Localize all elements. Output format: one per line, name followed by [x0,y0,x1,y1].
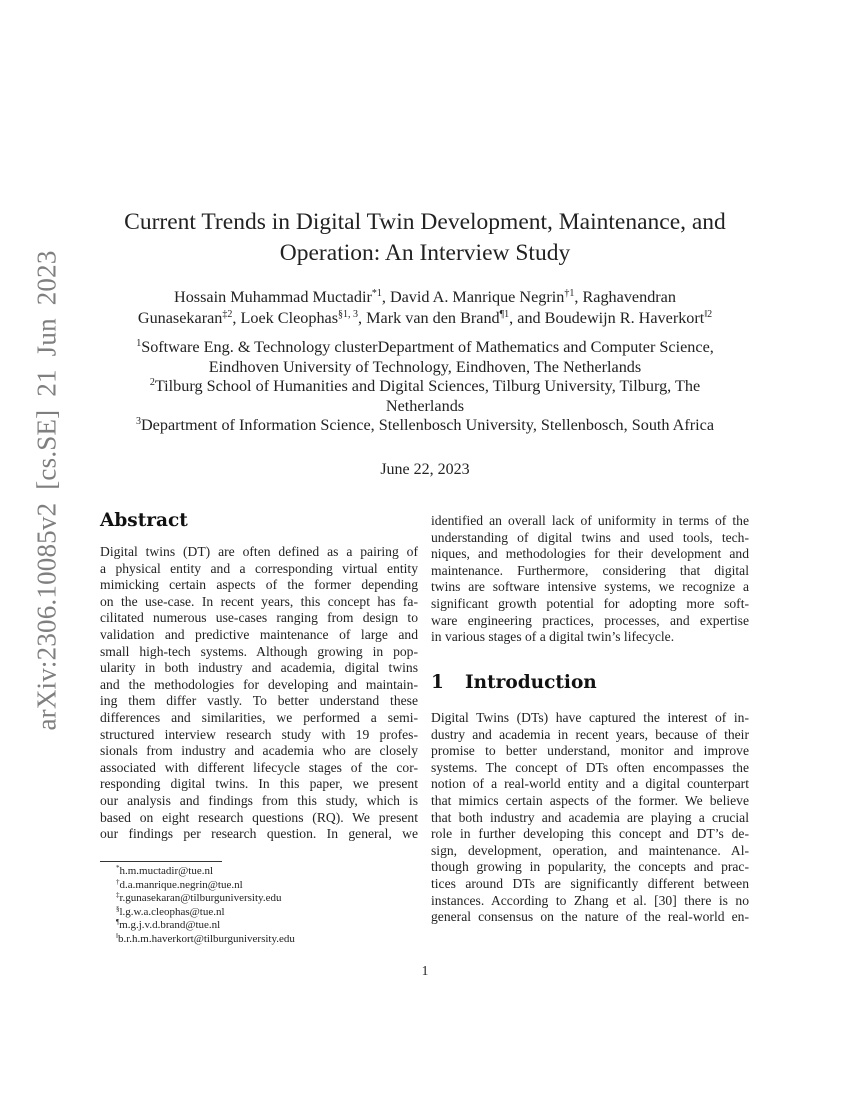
text-line: differences and similarities, we performed a semi- [100,709,418,725]
author-list [100,287,750,328]
text-line: Digital Twins (DTs) have captured the interest of in- [431,710,749,725]
affiliation-1 [100,338,750,377]
text-line: niques, and methodologies for their development and [431,546,749,562]
footnote [116,865,295,879]
footnote [116,906,295,920]
affiliation-list [100,338,750,436]
author-name: , Mark van den Brand [358,308,500,327]
footnote-mark: ‡ [116,891,120,900]
author-name: , Loek Cleophas [232,308,339,327]
footnote-email: h.m.muctadir@tue.nl [119,865,214,877]
footnote-email: d.a.manrique.negrin@tue.nl [119,878,243,891]
author-marks: ‖2 [704,308,713,320]
footnote [116,933,295,947]
text-line: maintenance. Furthermore, considering that digital [431,562,749,578]
affiliation-number: 1 [136,338,142,349]
author-line [100,287,750,308]
text-line: twins are software intensive systems, we recognize a [431,579,749,595]
text-line: ularity in both industry and academia, digital twins [100,660,418,676]
title-line: Current Trends in Digital Twin Development, Maintenance, and [124,209,726,235]
author-marks: ¶1 [499,308,510,320]
footnote [116,892,295,906]
text-line: though growing in popularity, the concepts and prac- [431,859,749,875]
footnote [116,879,295,893]
affiliation-2 [100,377,750,416]
author-name: , David A. Manrique Negrin [381,288,565,306]
text-line: promise to better understand, monitor and improve [431,743,749,759]
footnote [116,919,295,933]
author-marks: ‡2 [222,308,233,320]
author-name: , and Boudewijn R. Haverkort [509,308,705,327]
publication-date: June 22, 2023 [380,461,470,478]
introduction-body [431,710,749,926]
author-name: Gunasekaran [137,308,223,327]
abstract-body-left [100,544,418,843]
author-marks: †1 [564,288,575,299]
footnote-mark: ‖ [116,931,118,940]
footnote-mark: † [116,877,120,886]
affiliation-text: Eindhoven University of Technology, Eindhoven, The Netherlands [208,357,642,376]
text-line: notion of a real-world entity and a digital counterpart [431,776,749,792]
affiliation-text: Tilburg School of Humanities and Digital Sciences, Tilburg University, Tilburg, The [154,377,701,395]
footnote-mark: § [116,904,120,913]
text-line: in various stages of a digital twin’s lifecycle. [431,629,675,645]
text-line: role in further developing this concept and DT’s de- [431,826,749,842]
text-line: significant growth potential for adopting more soft- [431,595,749,611]
text-line: validation and predictive maintenance of large and [100,626,418,642]
text-line: ware engineering practices, processes, and expertise [431,612,749,628]
text-line: a physical entity and a corresponding virtual entity [100,560,418,576]
footnote-mark: * [116,864,120,872]
paper-title [100,207,750,269]
footnote-mark: ¶ [116,918,120,927]
affiliation-text: Netherlands [385,396,465,415]
introduction-heading [431,672,597,693]
text-line: sionals from industry and academia who are closely [100,743,418,759]
footnote-email: m.g.j.v.d.brand@tue.nl [119,919,221,932]
text-line: dustry and academia in recent years, because of their [431,726,749,742]
text-line: instances. According to Zhang et al. [30] there is no [431,892,749,908]
abstract-heading: Abstract [100,510,188,531]
affiliation-text: Department of Information Science, Stellenbosch University, Stellenbosch, South Africa [140,416,715,434]
text-line: mimicking certain aspects of the former depending [100,577,418,593]
text-line: that both industry and academia are playing a crucial [431,809,749,825]
text-line: responding digital twins. In this paper, we present [100,776,418,792]
text-line: identified an overall lack of uniformity in terms of the [431,513,749,528]
text-line: tices around DTs are significantly different between [431,875,749,891]
title-line: Operation: An Interview Study [279,240,571,266]
text-line: that mimics certain aspects of the former. We believe [431,792,749,808]
footnote-email: b.r.h.m.haverkort@tilburguniversity.edu [117,932,295,945]
footnote-email: r.gunasekaran@tilburguniversity.edu [119,892,282,905]
abstract-body-right [431,513,749,646]
text-line: Digital twins (DT) are often defined as a pairing of [100,544,418,559]
section-number: 1 [431,672,444,693]
text-line: our analysis and findings from this study, which is [100,792,418,808]
affiliation-3 [100,416,750,436]
page-number: 1 [421,963,429,978]
text-line: based on eight research questions (RQ). We present [100,809,418,825]
text-line: systems. The concept of DTs often encompasses the [431,759,749,775]
author-marks: *1 [371,288,382,299]
arxiv-identifier-stamp [20,249,75,731]
text-line: small high-tech systems. Although growing in pop- [100,643,418,659]
footnote-divider [100,861,222,862]
section-title: Introduction [465,672,597,693]
text-line: general consensus on the nature of the real-world en- [431,909,749,925]
text-line: structured interview research study with 19 profes- [100,726,418,742]
text-line: on the use-case. In recent years, this concept has fa- [100,593,418,609]
text-line: sign, development, operation, and maintenance. Al- [431,842,749,858]
text-line: associated with different lifecycle stages of the cor- [100,759,418,775]
text-line: our findings per research question. In general, we [100,826,418,842]
text-line: and the methodologies for developing and maintain- [100,676,418,692]
affiliation-text: Software Eng. & Technology clusterDepartment of Mathematics and Computer Science, [141,338,714,356]
author-name: , Raghavendran [574,288,676,306]
author-email-footnotes [116,865,295,947]
text-line: understanding of digital twins and used tools, tech- [431,529,749,545]
affiliation-number: 2 [149,377,155,388]
author-marks: §1, 3 [338,308,359,320]
author-line [100,308,750,329]
text-line: cilitated numerous use-cases ranging from design to [100,610,418,626]
affiliation-number: 3 [135,416,141,427]
arxiv-identifier-text: arXiv:2306.10085v2 [cs.SE] 21 Jun 2023 [32,249,63,731]
text-line: ing them differ vastly. To better understand these [100,693,418,709]
author-name: Hossain Muhammad Muctadir [174,288,372,306]
footnote-email: l.g.w.a.cleophas@tue.nl [119,905,225,918]
